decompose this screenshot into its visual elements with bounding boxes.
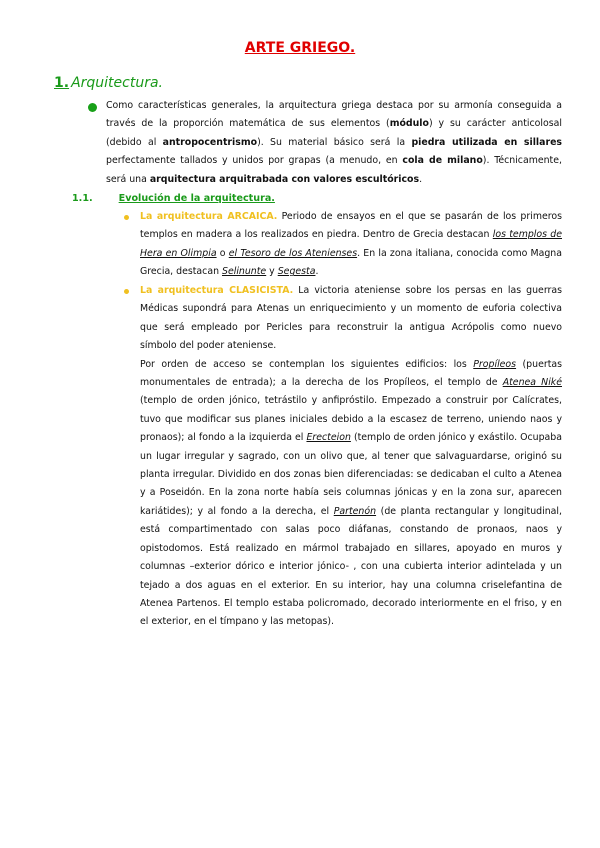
clasicista-link: Erecteion: [306, 432, 351, 444]
intro-text: ) y su carácter anticolosal (debido al: [106, 118, 562, 148]
intro-text: .: [419, 173, 423, 185]
clasicista-text: (de planta rectangular y longitudinal, está compartimentado con salas poco diáfanas, constando de pronaos, naos y opistodomos. Está realizado en mármol trabajado en sillares, apoyado en muros y columnas –exterior dórico e interior jónico- , con una cubierta interior adintelada y un tejado a dos aguas en el exterior. En su interior, hay una columna criselefantina de Atenea Partenos. El templo estaba policromado, decorado interiormente en el friso, y en el exterior, en el tímpano y las metopas).: [140, 505, 562, 628]
yellow-bullet-icon: [124, 289, 129, 294]
clasicista-label: La arquitectura CLASICISTA.: [140, 285, 294, 296]
section-heading-1: [54, 75, 163, 91]
intro-bold: antropocentrismo: [162, 136, 258, 148]
arcaica-link: los templos de Hera en Olimpia: [140, 229, 562, 259]
clasicista-link: Atenea Niké: [502, 377, 562, 389]
intro-paragraph: [106, 97, 562, 189]
section-heading-1-1: [72, 193, 275, 204]
arcaica-text: o: [216, 247, 229, 259]
green-bullet-icon: [88, 103, 97, 112]
arcaica-text: . En la zona italiana, conocida como Magna Grecia, destacan: [140, 247, 562, 278]
subsection-number: 1.1.: [72, 193, 93, 204]
intro-text: ). Su material básico será la: [257, 136, 412, 148]
arcaica-label: La arquitectura ARCAICA.: [140, 211, 278, 222]
yellow-bullet-icon: [124, 215, 129, 220]
clasicista-text: (templo de orden jónico y exástilo. Ocupaba un lugar irregular y sagrado, con un olivo que, al tener que salvaguardarse, originó su planta irregular. Dividido en dos zonas bien diferenciadas: se dedicaban el culto a Atenea y a Poseidón. En la zona norte había seis columnas jónicas y en la zona sur, aparecen kariátides); y al fondo a la derecha, el: [140, 432, 562, 517]
section-title: Arquitectura.: [71, 75, 163, 91]
section-number: 1.: [54, 75, 70, 91]
arcaica-link: Selinunte: [222, 266, 267, 278]
intro-bold: piedra utilizada en sillares: [411, 136, 563, 148]
clasicista-buildings: [140, 356, 562, 632]
arcaica-text: y: [266, 266, 278, 278]
clasicista-paragraph: [140, 282, 562, 632]
intro-text: ). Técnicamente, será una: [106, 155, 562, 185]
intro-bold: arquitectura arquitrabada con valores escultóricos: [149, 173, 420, 185]
arcaica-link: Segesta: [277, 266, 316, 278]
arcaica-text: Periodo de ensayos en el que se pasarán de los primeros templos en madera a los realizados en piedra. Dentro de Grecia destacan: [140, 211, 562, 241]
clasicista-link: Partenón: [333, 505, 377, 517]
arcaica-paragraph: [140, 208, 562, 282]
intro-bold: módulo: [389, 118, 429, 130]
arcaica-link: el Tesoro de los Atenienses: [228, 247, 358, 259]
clasicista-text: La victoria ateniense sobre los persas en las guerras Médicas supondrá para Atenas un enriquecimiento y un momento de euforia colectiva que será empleado por Pericles para reconstruir la antigua Acrópolis como nuevo símbolo del poder ateniense.: [140, 285, 562, 352]
clasicista-intro: [140, 282, 562, 356]
subsection-title: Evolución de la arquitectura.: [118, 193, 275, 204]
clasicista-text: (puertas monumentales de entrada); a la derecha de los Propíleos, el templo de: [140, 358, 562, 389]
intro-bold: cola de milano: [402, 155, 483, 167]
arcaica-text: .: [315, 266, 319, 278]
clasicista-text: Por orden de acceso se contemplan los siguientes edificios: los: [140, 358, 474, 370]
intro-text: perfectamente tallados y unidos por grapas (a menudo, en: [106, 155, 403, 167]
clasicista-text: (templo de orden jónico, tetrástilo y anfipróstilo. Empezado a construir por Calícrates, tuvo que modificar sus planes iniciales debido a la escasez de terreno, uniendo naos y pronaos); al fondo a la izquierda el: [140, 395, 562, 444]
intro-text: Como características generales, la arquitectura griega destaca por su armonía conseguida a través de la proporción matemática de sus elementos (: [106, 100, 562, 130]
page-title: ARTE GRIEGO.: [244, 40, 356, 56]
clasicista-link: Propíleos: [473, 358, 517, 370]
